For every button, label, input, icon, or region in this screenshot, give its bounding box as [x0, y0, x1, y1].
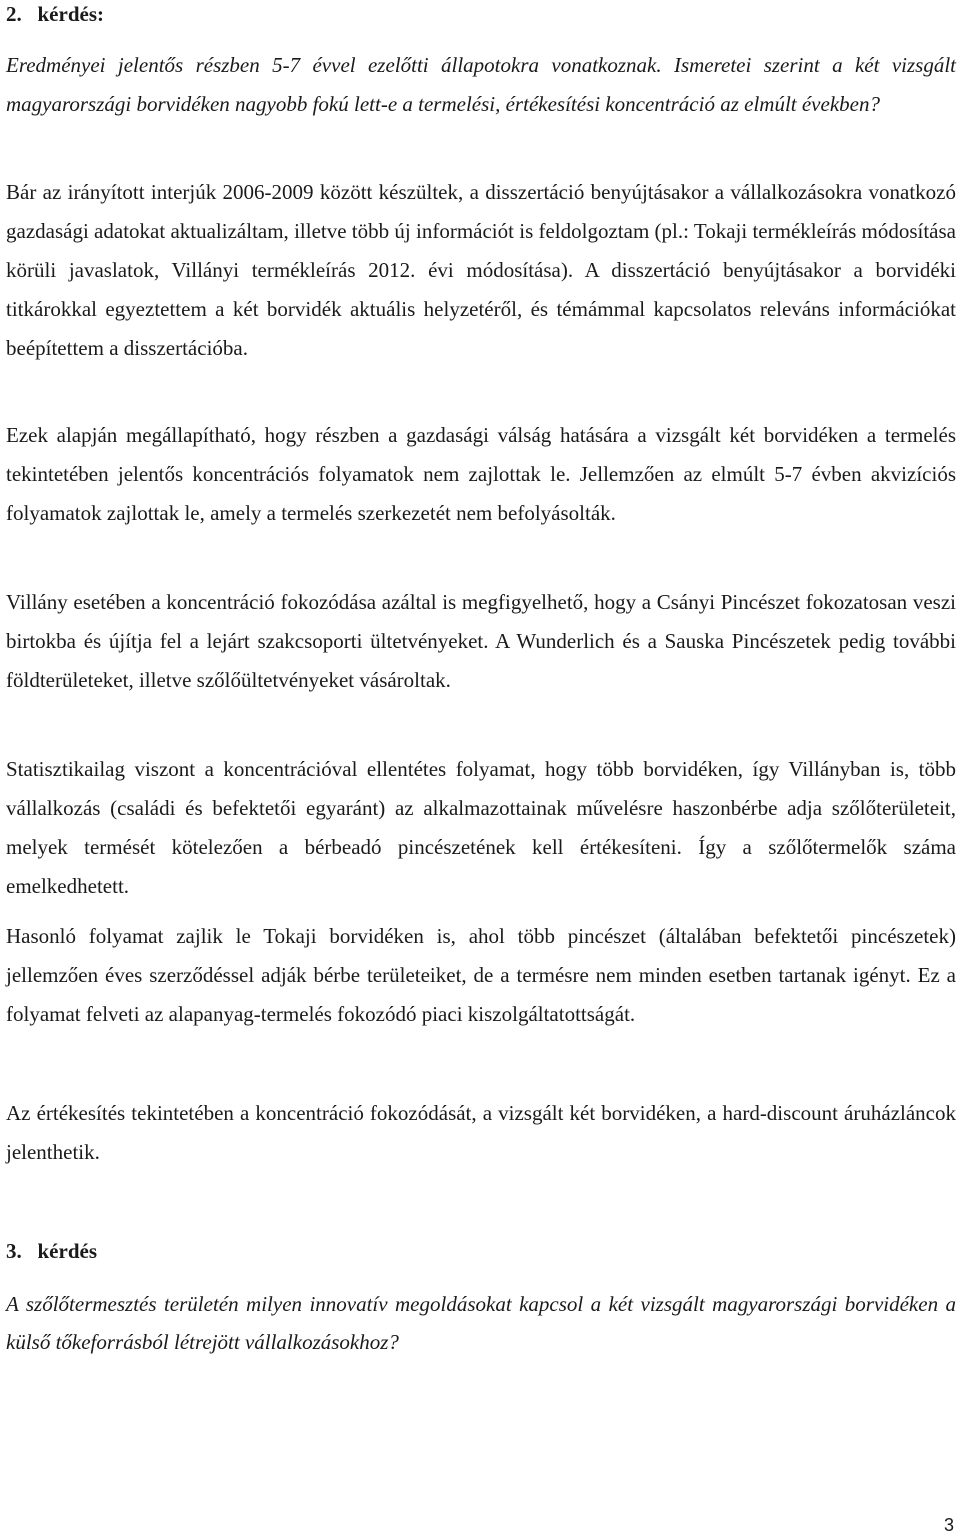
question-3-label: kérdés — [37, 1239, 97, 1263]
question-3-text: A szőlőtermesztés területén milyen innovatív megoldásokat kapcsol a két vizsgált magyarországi borvidéken a külső tőkeforrásból létrejött vállalkozásokhoz? — [6, 1292, 956, 1354]
question-2-heading — [6, 1, 104, 27]
answer-paragraph-1: Bár az irányított interjúk 2006-2009 között készültek, a disszertáció benyújtásakor a vállalkozásokra vonatkozó gazdasági adatokat aktualizáltam, illetve több új információt is feldolgoztam (pl.: Tokaji termékleírás módosítása körüli javaslatok, Villányi termékleírás 2012. évi módosítása). A disszertáció benyújtásakor a borvidéki titkárokkal egyeztettem a két borvidék aktuális helyzetéről, és témámmal kapcsolatos releváns információkat beépítettem a disszertációba. — [6, 180, 956, 360]
answer-paragraph-5: Hasonló folyamat zajlik le Tokaji borvidéken is, ahol több pincészet (általában befektetői pincészetek) jellemzően éves szerződéssel adják bérbe területeiket, de a termésre nem minden esetben tartanak igényt. Ez a folyamat felveti az alapanyag-termelés fokozódó piaci kiszolgáltatottságát. — [6, 924, 956, 1026]
question-2-label: kérdés: — [37, 2, 104, 26]
question-2-number: 2. — [6, 2, 22, 26]
answer-paragraph-3: Villány esetében a koncentráció fokozódása azáltal is megfigyelhető, hogy a Csányi Pincészet fokozatosan veszi birtokba és újítja fel a lejárt szakcsoporti ültetvényeket. A Wunderlich és a Sauska Pincészetek pedig további földterületeket, illetve szőlőültetvényeket vásároltak. — [6, 590, 956, 692]
answer-paragraph-2: Ezek alapján megállapítható, hogy részben a gazdasági válság hatására a vizsgált két borvidéken a termelés tekintetében jelentős koncentrációs folyamatok nem zajlottak le. Jellemzően az elmúlt 5-7 évben akvizíciós folyamatok zajlottak le, amely a termelés szerkezetét nem befolyásolták. — [6, 423, 956, 525]
answer-paragraph-4: Statisztikailag viszont a koncentrációval ellentétes folyamat, hogy több borvidéken, így Villányban is, több vállalkozás (családi és befektetői egyaránt) az alkalmazottainak művelésre haszonbérbe adja szőlőterületeit, melyek termését kötelezően a bérbeadó pincészetének kell értékesíteni. Így a szőlőtermelők száma emelkedhetett. — [6, 757, 956, 898]
page-number: 3 — [943, 1515, 954, 1535]
answer-paragraph-6: Az értékesítés tekintetében a koncentráció fokozódását, a vizsgált két borvidéken, a hard-discount áruházláncok jelenthetik. — [6, 1101, 956, 1164]
question-3-number: 3. — [6, 1239, 22, 1263]
question-3-heading — [6, 1238, 97, 1264]
question-2-text: Eredményei jelentős részben 5-7 évvel ezelőtti állapotokra vonatkoznak. Ismeretei szerint a két vizsgált magyarországi borvidéken nagyobb fokú lett-e a termelési, értékesítési koncentráció az elmúlt években? — [6, 53, 956, 116]
